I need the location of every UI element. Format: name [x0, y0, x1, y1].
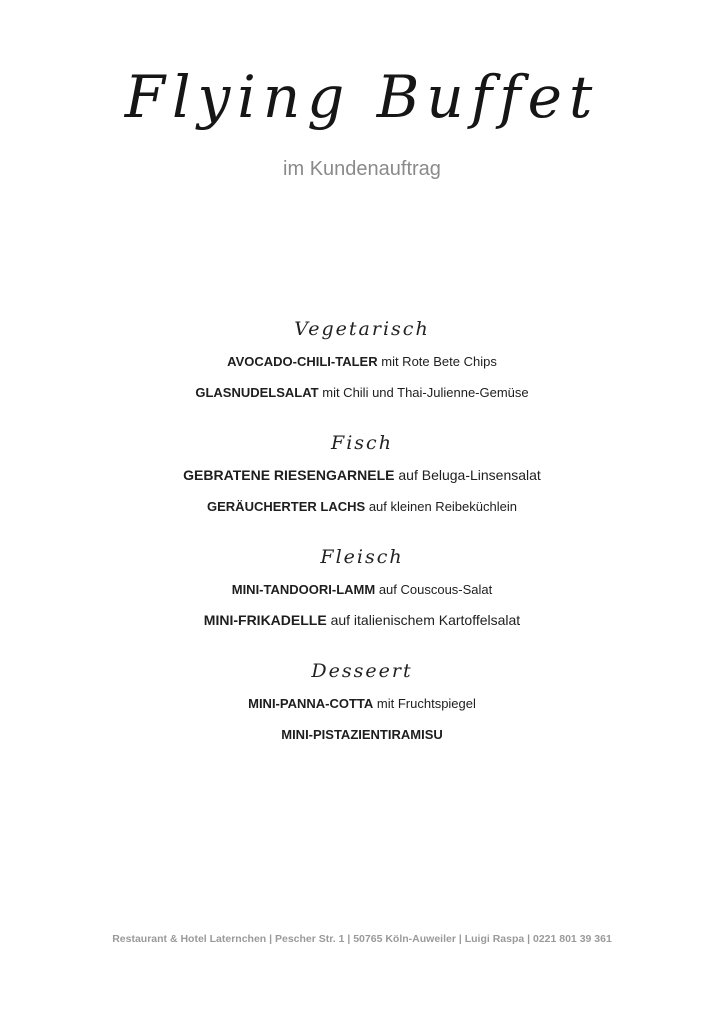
dish-description: mit Fruchtspiegel [376, 696, 476, 711]
dish-description: mit Rote Bete Chips [381, 354, 497, 369]
menu-list [0, 312, 724, 750]
menu-item [0, 605, 724, 636]
footer-contact-info: Restaurant & Hotel Laternchen | Pescher Str. 1 | 50765 Köln-Auweiler | Luigi Raspa | 0221 801 39 361 [112, 933, 612, 945]
dish-name: MINI-PANNA-COTTA [248, 696, 374, 711]
section-heading: Fisch [331, 432, 393, 454]
dish-name: AVOCADO-CHILI-TALER [227, 354, 378, 369]
dish-description: auf italienischem Kartoffelsalat [330, 612, 521, 628]
dish-description: auf Beluga-Linsensalat [398, 467, 541, 483]
dish-name: MINI-PISTAZIENTIRAMISU [281, 727, 443, 742]
page-title: Flying Buffet [124, 63, 600, 131]
menu-section-fleisch [0, 540, 724, 636]
dish-name: GLASNUDELSALAT [195, 385, 319, 400]
dish-name: GERÄUCHERTER LACHS [207, 499, 366, 514]
dish-name: GEBRATENE RIESENGARNELE [183, 467, 395, 483]
menu-item [0, 688, 724, 719]
section-heading: Vegetarisch [294, 318, 430, 340]
section-heading: Fleisch [320, 546, 404, 568]
menu-section-dessert [0, 654, 724, 750]
menu-item [0, 377, 724, 408]
menu-item [0, 460, 724, 491]
dish-description: auf Couscous-Salat [378, 582, 493, 597]
menu-item [0, 574, 724, 605]
menu-section-vegetarisch [0, 312, 724, 408]
menu-item [0, 719, 724, 750]
page-subtitle: im Kundenauftrag [283, 158, 441, 180]
menu-section-fisch [0, 426, 724, 522]
menu-item [0, 491, 724, 522]
dish-description: auf kleinen Reibeküchlein [368, 499, 517, 514]
menu-item [0, 346, 724, 377]
dish-description: mit Chili und Thai-Julienne-Gemüse [322, 385, 529, 400]
dish-name: MINI-FRIKADELLE [203, 612, 327, 628]
section-heading: Desseert [311, 660, 413, 682]
dish-name: MINI-TANDOORI-LAMM [231, 582, 376, 597]
